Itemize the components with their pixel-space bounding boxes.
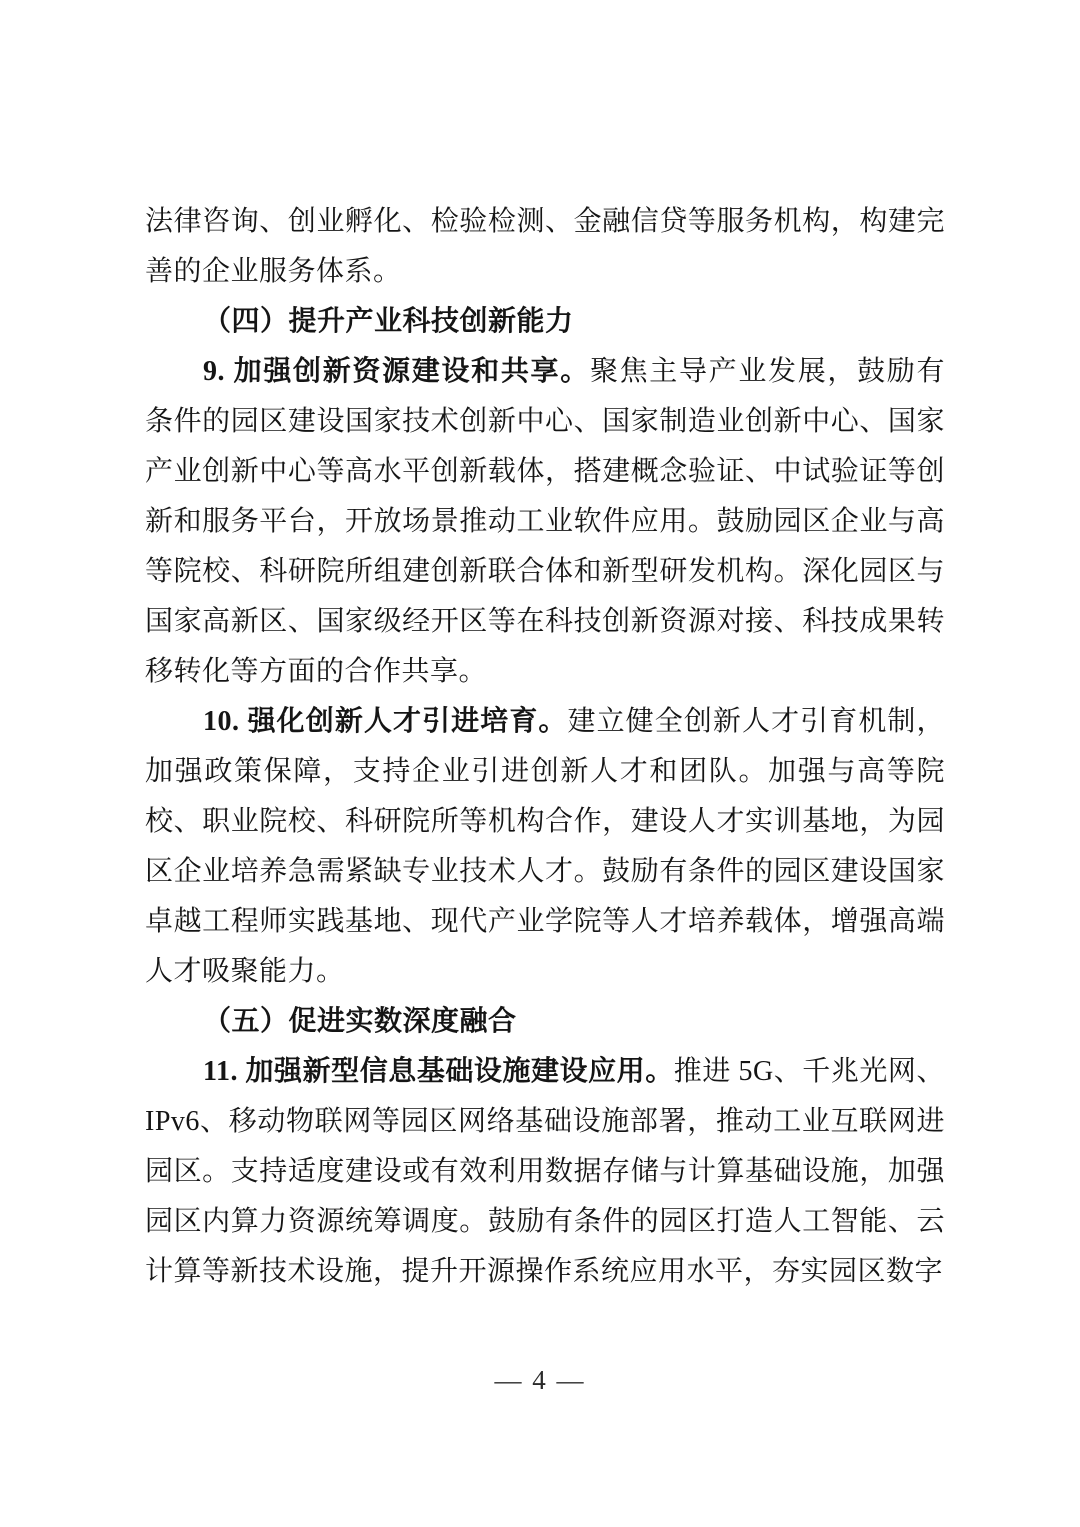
page-number: — 4 —: [494, 1365, 586, 1395]
paragraph-continuation: 法律咨询、创业孵化、检验检测、金融信贷等服务机构，构建完善的企业服务体系。: [145, 206, 945, 287]
paragraph-item-9: [145, 347, 945, 697]
paragraph-item-10: [145, 697, 945, 997]
section-heading-4: （四）提升产业科技创新能力: [203, 306, 574, 337]
item-9-text: 聚焦主导产业发展，鼓励有条件的园区建设国家技术创新中心、国家制造业创新中心、国家产业创新中心等高水平创新载体，搭建概念验证、中试验证等创新和服务平台，开放场景推动工业软件应用。鼓励园区企业与高等院校、科研院所组建创新联合体和新型研发机构。深化园区与国家高新区、国家级经开区等在科技创新资源对接、科技成果转移转化等方面的合作共享。: [145, 356, 945, 687]
item-11-lead: 11. 加强新型信息基础设施建设应用。: [203, 1056, 674, 1087]
item-10-lead: 10. 强化创新人才引进培育。: [203, 706, 568, 737]
paragraph-item-11: [145, 1047, 945, 1297]
page-footer: [0, 1359, 1080, 1401]
section-heading-5: （五）促进实数深度融合: [203, 1006, 517, 1037]
item-9-lead: 9. 加强创新资源建设和共享。: [203, 356, 590, 387]
document-body: [145, 0, 945, 1297]
item-10-text: 建立健全创新人才引育机制，加强政策保障，支持企业引进创新人才和团队。加强与高等院校、职业院校、科研院所等机构合作，建设人才实训基地，为园区企业培养急需紧缺专业技术人才。鼓励有条件的园区建设国家卓越工程师实践基地、现代产业学院等人才培养载体，增强高端人才吸聚能力。: [145, 706, 945, 987]
item-11-text: 推进 5G、千兆光网、IPv6、移动物联网等园区网络基础设施部署，推动工业互联网进园区。支持适度建设或有效利用数据存储与计算基础设施，加强园区内算力资源统筹调度。鼓励有条件的园区打造人工智能、云计算等新技术设施，提升开源操作系统应用水平，夯实园区数字: [145, 1056, 945, 1287]
